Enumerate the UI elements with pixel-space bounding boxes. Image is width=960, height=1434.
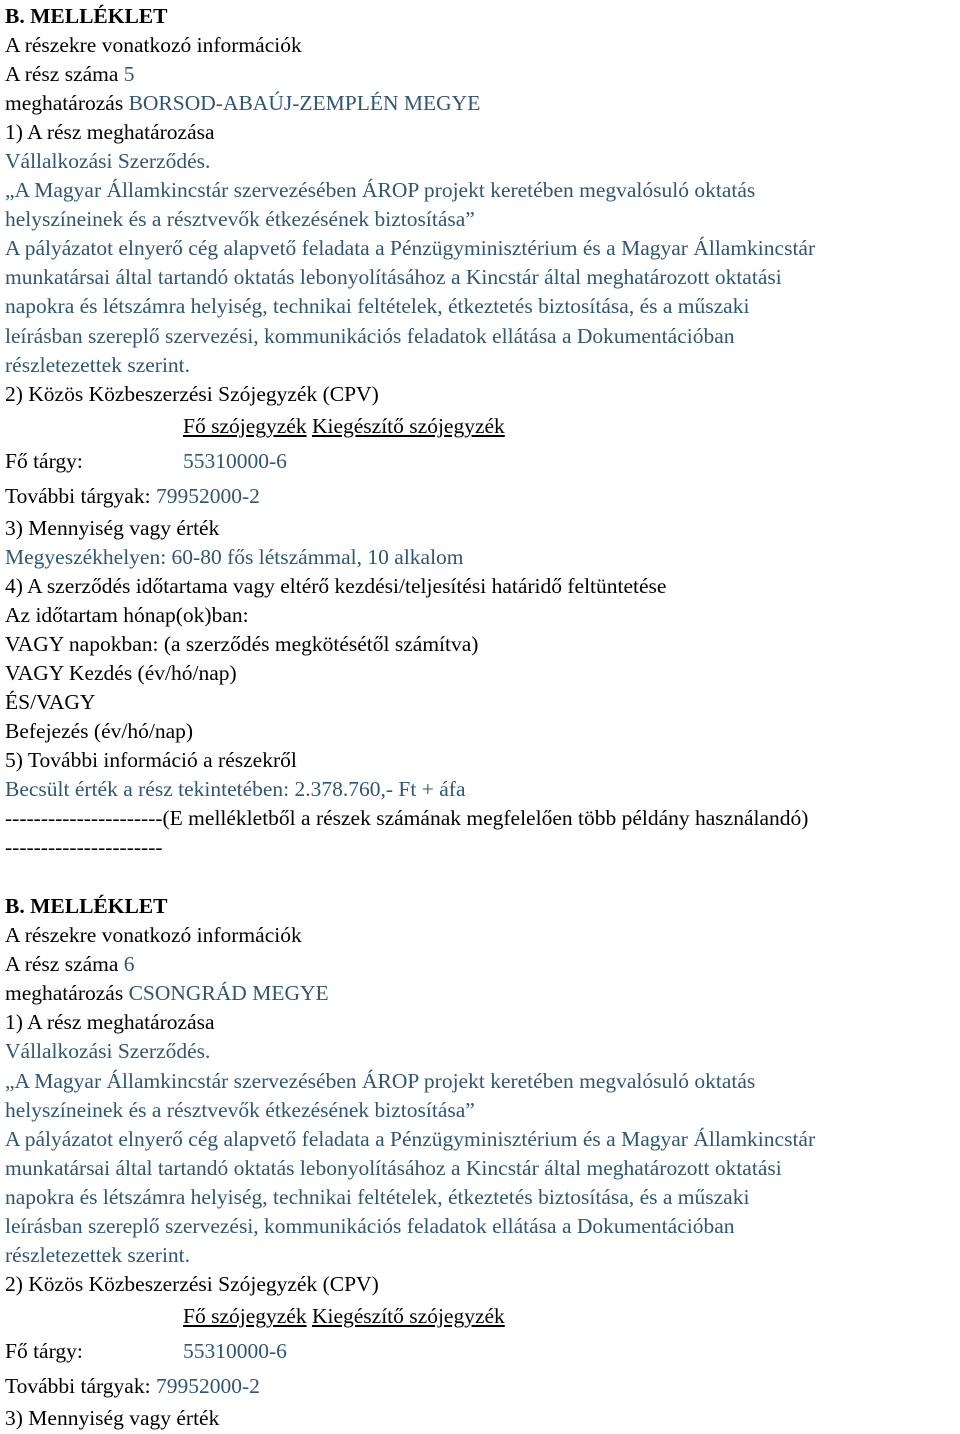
cpv-extra-header: Kiegészítő szójegyzék <box>311 413 505 438</box>
q4-line: Befejezés (év/hó/nap) <box>5 718 194 743</box>
main-subject-label: Fő tárgy: <box>5 1338 83 1363</box>
q4-line: VAGY napokban: (a szerződés megkötésétől számítva) <box>5 631 479 656</box>
cpv-main-header: Fő szójegyzék <box>183 1303 307 1328</box>
other-subjects-row <box>5 479 960 514</box>
q5-label: 5) További információ a részekről <box>5 748 297 773</box>
main-subject-label: Fő tárgy: <box>5 448 83 473</box>
definition-value: CSONGRÁD MEGYE <box>128 981 329 1006</box>
cpv-header <box>5 409 960 444</box>
cpv-header <box>5 1299 960 1334</box>
annex-subtitle: A részekre vonatkozó információk <box>5 33 302 58</box>
q3-value: Megyeszékhelyen: 60-80 fős létszámmal, 10 alkalom <box>5 544 464 569</box>
q4-line: ÉS/VAGY <box>5 689 96 714</box>
definition-label: meghatározás <box>5 91 124 116</box>
annex-title: B. MELLÉKLET <box>5 894 168 919</box>
separator-note: ----------------------(E mellékletből a részek számának megfelelően több példány használandó) <box>5 806 809 831</box>
cpv-main-header: Fő szójegyzék <box>183 413 307 438</box>
q1-label: 1) A rész meghatározása <box>5 120 215 145</box>
q1-desc-line: A pályázatot elnyerő cég alapvető feladata a Pénzügyminisztérium és a Magyar Államkincstár <box>5 236 816 261</box>
q1-line: „A Magyar Államkincstár szervezésében ÁROP projekt keretében megvalósuló oktatás <box>5 1068 756 1093</box>
cpv-extra-header: Kiegészítő szójegyzék <box>311 1303 505 1328</box>
q5-value: Becsült érték a rész tekintetében: 2.378.760,- Ft + áfa <box>5 777 466 802</box>
q1-line: helyszíneinek és a résztvevők étkezésének biztosítása” <box>5 1097 475 1122</box>
definition-line <box>5 89 960 118</box>
definition-line <box>5 979 960 1008</box>
other-subjects-code: 79952000-2 <box>155 483 260 508</box>
main-subject-row <box>5 444 960 479</box>
q1-desc-line: A pályázatot elnyerő cég alapvető feladata a Pénzügyminisztérium és a Magyar Államkincstár <box>5 1126 816 1151</box>
part-number-value: 6 <box>123 952 135 977</box>
part-number-line <box>5 60 960 89</box>
q1-desc-line: napokra és létszámra helyiség, technikai feltételek, étkeztetés biztosítása, és a műszaki <box>5 1184 750 1209</box>
separator-line: ---------------------- <box>5 835 163 860</box>
q4-line: Az időtartam hónap(ok)ban: <box>5 602 249 627</box>
q3-label: 3) Mennyiség vagy érték <box>5 1405 220 1430</box>
other-subjects-label: További tárgyak: <box>5 1373 151 1398</box>
part-number-label: A rész száma <box>5 62 119 87</box>
annex-subtitle: A részekre vonatkozó információk <box>5 923 302 948</box>
q3-label: 3) Mennyiség vagy érték <box>5 515 220 540</box>
part-number-label: A rész száma <box>5 952 119 977</box>
q1-line: „A Magyar Államkincstár szervezésében ÁROP projekt keretében megvalósuló oktatás <box>5 178 756 203</box>
q1-label: 1) A rész meghatározása <box>5 1010 215 1035</box>
q1-line: helyszíneinek és a résztvevők étkezésének biztosítása” <box>5 207 475 232</box>
q1-desc-line: részletezettek szerint. <box>5 1242 191 1267</box>
annex-section-5 <box>5 2 960 862</box>
q2-label: 2) Közös Közbeszerzési Szójegyzék (CPV) <box>5 1271 379 1296</box>
q1-line: Vállalkozási Szerződés. <box>5 149 211 174</box>
q4-label: 4) A szerződés időtartama vagy eltérő kezdési/teljesítési határidő feltüntetése <box>5 573 667 598</box>
definition-value: BORSOD-ABAÚJ-ZEMPLÉN MEGYE <box>128 91 481 116</box>
part-number-line <box>5 950 960 979</box>
annex-section-6 <box>5 892 960 1433</box>
part-number-value: 5 <box>123 62 135 87</box>
q1-desc-line: leírásban szereplő szervezési, kommunikációs feladatok ellátása a Dokumentációban <box>5 323 735 348</box>
q1-desc-line: munkatársai által tartandó oktatás lebonyolításához a Kincstár által meghatározott oktatási <box>5 265 782 290</box>
other-subjects-row <box>5 1369 960 1404</box>
definition-label: meghatározás <box>5 981 124 1006</box>
q1-desc-line: napokra és létszámra helyiség, technikai feltételek, étkeztetés biztosítása, és a műszaki <box>5 294 750 319</box>
annex-title: B. MELLÉKLET <box>5 4 168 28</box>
other-subjects-code: 79952000-2 <box>155 1373 260 1398</box>
q1-line: Vállalkozási Szerződés. <box>5 1039 211 1064</box>
q4-line: VAGY Kezdés (év/hó/nap) <box>5 660 237 685</box>
main-subject-code: 55310000-6 <box>183 448 287 473</box>
q1-desc-line: munkatársai által tartandó oktatás lebonyolításához a Kincstár által meghatározott oktatási <box>5 1155 782 1180</box>
section-gap <box>5 862 960 892</box>
q1-desc-line: leírásban szereplő szervezési, kommunikációs feladatok ellátása a Dokumentációban <box>5 1213 735 1238</box>
main-subject-code: 55310000-6 <box>183 1338 287 1363</box>
main-subject-row <box>5 1334 960 1369</box>
other-subjects-label: További tárgyak: <box>5 483 151 508</box>
q2-label: 2) Közös Közbeszerzési Szójegyzék (CPV) <box>5 381 379 406</box>
q1-desc-line: részletezettek szerint. <box>5 352 191 377</box>
